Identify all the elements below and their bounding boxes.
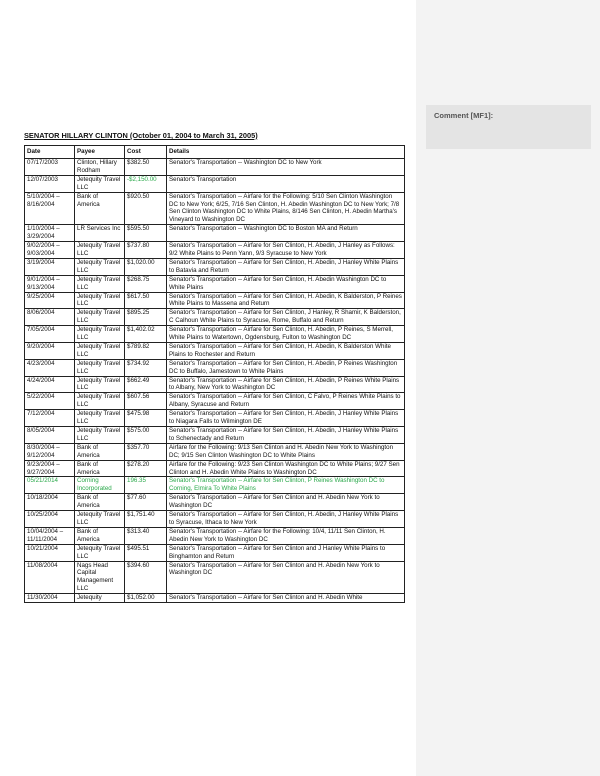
cell-payee: Jetequity Travel LLC bbox=[75, 242, 125, 259]
cell-cost: $662.49 bbox=[125, 376, 167, 393]
cell-date: 4/24/2004 bbox=[25, 376, 75, 393]
cell-details: Senator's Transportation -- Airfare for Sen Clinton and J Hanley White Plains to Binghamton and Return bbox=[167, 544, 405, 561]
table-row bbox=[25, 443, 405, 460]
table-row bbox=[25, 225, 405, 242]
cell-cost: $1,020.00 bbox=[125, 258, 167, 275]
cell-date: 4/23/2004 bbox=[25, 359, 75, 376]
cell-payee: Jetequity Travel LLC bbox=[75, 258, 125, 275]
cell-payee: Jetequity Travel LLC bbox=[75, 511, 125, 528]
table-row bbox=[25, 342, 405, 359]
document-title: SENATOR HILLARY CLINTON (October 01, 2004 to March 31, 2005) bbox=[24, 131, 258, 140]
cell-date: 7/05/2004 bbox=[25, 326, 75, 343]
cell-details: Senator's Transportation -- Airfare for Sen Clinton, H. Abedin, J Hanley White Plains to Batavia and Return bbox=[167, 258, 405, 275]
cell-payee: Bank of America bbox=[75, 192, 125, 225]
cell-cost: -$2,150.00 bbox=[125, 175, 167, 192]
cell-payee: Jetequity bbox=[75, 594, 125, 603]
cell-details: Senator's Transportation -- Airfare for Sen Clinton, H. Abedin, P Reines Washington DC to Buffalo, Jamestown to White Plains bbox=[167, 359, 405, 376]
cell-date: 8/30/2004 – 9/12/2004 bbox=[25, 443, 75, 460]
table-row bbox=[25, 393, 405, 410]
table-row bbox=[25, 175, 405, 192]
comment-box[interactable] bbox=[426, 105, 591, 149]
table-row bbox=[25, 275, 405, 292]
table-row bbox=[25, 460, 405, 477]
cell-cost: $394.60 bbox=[125, 561, 167, 594]
cell-cost: $607.56 bbox=[125, 393, 167, 410]
cell-payee: Jetequity Travel LLC bbox=[75, 376, 125, 393]
cell-payee: Jetequity Travel LLC bbox=[75, 544, 125, 561]
cell-cost: $382.50 bbox=[125, 159, 167, 176]
expense-table bbox=[24, 145, 405, 603]
comment-title: Comment [MF1]: bbox=[434, 111, 494, 120]
table-row bbox=[25, 192, 405, 225]
table-row bbox=[25, 309, 405, 326]
cell-details: Senator's Transportation -- Airfare for Sen Clinton and H. Abedin White bbox=[167, 594, 405, 603]
cell-date: 9/20/2004 bbox=[25, 342, 75, 359]
column-header-cost: Cost bbox=[125, 146, 167, 159]
cell-details: Senator's Transportation -- Airfare for Sen Clinton and H. Abedin New York to Washington DC bbox=[167, 561, 405, 594]
table-row bbox=[25, 159, 405, 176]
cell-details: Senator's Transportation -- Airfare for Sen Clinton, P Reines Washington DC to Corning, Elmira To White Plains bbox=[167, 477, 405, 494]
column-header-date: Date bbox=[25, 146, 75, 159]
cell-date: 07/17/2003 bbox=[25, 159, 75, 176]
cell-details: Senator's Transportation bbox=[167, 175, 405, 192]
cell-details: Airfare for the Following: 9/23 Sen Clinton Washington DC to White Plains; 9/27 Sen Clinton and H. Abedin White Plains to Washington DC bbox=[167, 460, 405, 477]
cell-date: 10/18/2004 bbox=[25, 494, 75, 511]
table-row bbox=[25, 544, 405, 561]
cell-details: Senator's Transportation -- Airfare for Sen Clinton, H. Abedin, K Balderston, P Reines White Plains to Massena and Return bbox=[167, 292, 405, 309]
table-row bbox=[25, 594, 405, 603]
cell-details: Senator's Transportation -- Airfare for Sen Clinton, H. Abedin, P Reines White Plains to Albany, New York to Washington DC bbox=[167, 376, 405, 393]
cell-payee: Bank of America bbox=[75, 443, 125, 460]
cell-details: Senator's Transportation -- Airfare for Sen Clinton, H. Abedin, J Hanley White Plains to Niagara Falls to Wilmington DE bbox=[167, 410, 405, 427]
cell-cost: $268.75 bbox=[125, 275, 167, 292]
cell-date: 12/07/2003 bbox=[25, 175, 75, 192]
cell-details: Senator's Transportation -- Airfare for Sen Clinton, J Hanley, R Shamir, K Balderston, C Calhoun White Plains to Syracuse, Rome, Buffalo and Return bbox=[167, 309, 405, 326]
cell-payee: Nags Head Capital Management LLC bbox=[75, 561, 125, 594]
cell-date: 11/30/2004 bbox=[25, 594, 75, 603]
cell-cost: $895.25 bbox=[125, 309, 167, 326]
table-header-row bbox=[25, 146, 405, 159]
cell-cost: $734.92 bbox=[125, 359, 167, 376]
comment-pane bbox=[416, 0, 600, 776]
table-row bbox=[25, 561, 405, 594]
cell-payee: Jetequity Travel LLC bbox=[75, 292, 125, 309]
cell-details: Senator's Transportation -- Washington DC to New York bbox=[167, 159, 405, 176]
cell-cost: 196.35 bbox=[125, 477, 167, 494]
cell-cost: $495.51 bbox=[125, 544, 167, 561]
cell-details: Senator's Transportation -- Airfare for Sen Clinton, C Falvo, P Reines White Plains to Albany, Syracuse and Return bbox=[167, 393, 405, 410]
cell-cost: $77.60 bbox=[125, 494, 167, 511]
cell-cost: $1,751.40 bbox=[125, 511, 167, 528]
cell-payee: Clinton, Hillary Rodham bbox=[75, 159, 125, 176]
cell-details: Senator's Transportation -- Airfare for Sen Clinton, H. Abedin Washington DC to White Plains bbox=[167, 275, 405, 292]
cell-cost: $789.82 bbox=[125, 342, 167, 359]
cell-payee: Jetequity Travel LLC bbox=[75, 342, 125, 359]
cell-date: 3/19/2004 bbox=[25, 258, 75, 275]
cell-details: Senator's Transportation -- Airfare for Sen Clinton, H. Abedin, J Hanley as Follows: 9/2 White Plains to Penn Yann, 9/3 Syracuse to New York bbox=[167, 242, 405, 259]
cell-payee: Jetequity Travel LLC bbox=[75, 359, 125, 376]
cell-payee: Jetequity Travel LLC bbox=[75, 410, 125, 427]
cell-date: 9/01/2004 – 9/13/2004 bbox=[25, 275, 75, 292]
cell-date: 5/22/2004 bbox=[25, 393, 75, 410]
cell-date: 5/10/2004 – 8/16/2004 bbox=[25, 192, 75, 225]
table-row bbox=[25, 477, 405, 494]
column-header-details: Details bbox=[167, 146, 405, 159]
cell-details: Senator's Transportation -- Airfare for Sen Clinton, H. Abedin, K Balderston White Plains to Rochester and Return bbox=[167, 342, 405, 359]
cell-cost: $313.40 bbox=[125, 527, 167, 544]
cell-date: 1/10/2004 – 3/29/2004 bbox=[25, 225, 75, 242]
cell-details: Senator's Transportation -- Washington DC to Boston MA and Return bbox=[167, 225, 405, 242]
table-row bbox=[25, 376, 405, 393]
cell-payee: Corning Incorporated bbox=[75, 477, 125, 494]
cell-cost: $737.80 bbox=[125, 242, 167, 259]
cell-date: 10/25/2004 bbox=[25, 511, 75, 528]
cell-date: 9/23/2004 – 9/27/2004 bbox=[25, 460, 75, 477]
cell-cost: $1,052.00 bbox=[125, 594, 167, 603]
cell-date: 8/06/2004 bbox=[25, 309, 75, 326]
cell-cost: $278.20 bbox=[125, 460, 167, 477]
table-row bbox=[25, 242, 405, 259]
cell-details: Airfare for the Following: 9/13 Sen Clinton and H. Abedin New York to Washington DC; 9/15 Sen Clinton Washington DC to White Plains bbox=[167, 443, 405, 460]
cell-details: Senator's Transportation -- Airfare for Sen Clinton, H. Abedin, J Hanley White Plains to Syracuse, Ithaca to New York bbox=[167, 511, 405, 528]
cell-date: 9/02/2004 – 9/03/2004 bbox=[25, 242, 75, 259]
cell-date: 11/08/2004 bbox=[25, 561, 75, 594]
cell-date: 05/21/2014 bbox=[25, 477, 75, 494]
cell-date: 10/21/2004 bbox=[25, 544, 75, 561]
cell-payee: Bank of America bbox=[75, 494, 125, 511]
table-row bbox=[25, 326, 405, 343]
table-row bbox=[25, 511, 405, 528]
cell-details: Senator's Transportation -- Airfare for Sen Clinton, H. Abedin, J Hanley White Plains to Schenectady and Return bbox=[167, 427, 405, 444]
cell-cost: $1,402.02 bbox=[125, 326, 167, 343]
cell-details: Senator's Transportation -- Airfare for Sen Clinton and H. Abedin New York to Washington DC bbox=[167, 494, 405, 511]
cell-details: Senator's Transportation -- Airfare for Sen Clinton, H. Abedin, P Reines, S Merrell, White Plains to Watertown, Ogdensburg, Fulton to Washington DC bbox=[167, 326, 405, 343]
table-row bbox=[25, 258, 405, 275]
cell-cost: $575.00 bbox=[125, 427, 167, 444]
cell-cost: $595.50 bbox=[125, 225, 167, 242]
cell-payee: Jetequity Travel LLC bbox=[75, 175, 125, 192]
table-row bbox=[25, 494, 405, 511]
cell-payee: Jetequity Travel LLC bbox=[75, 427, 125, 444]
cell-payee: Jetequity Travel LLC bbox=[75, 309, 125, 326]
table-row bbox=[25, 527, 405, 544]
cell-cost: $920.50 bbox=[125, 192, 167, 225]
cell-payee: Bank of America bbox=[75, 460, 125, 477]
cell-cost: $475.98 bbox=[125, 410, 167, 427]
table-body bbox=[25, 159, 405, 603]
column-header-payee: Payee bbox=[75, 146, 125, 159]
cell-payee: Bank of America bbox=[75, 527, 125, 544]
table-row bbox=[25, 427, 405, 444]
cell-date: 7/12/2004 bbox=[25, 410, 75, 427]
cell-payee: LR Services Inc bbox=[75, 225, 125, 242]
cell-details: Senator's Transportation -- Airfare for the Following: 10/4, 11/11 Sen Clinton, H. Abedin New York to Washington DC bbox=[167, 527, 405, 544]
table-row bbox=[25, 359, 405, 376]
table-row bbox=[25, 410, 405, 427]
cell-details: Senator's Transportation -- Airfare for the Following: 5/10 Sen Clinton Washington DC to New York; 6/25, 7/16 Sen Clinton, H. Abedin Washington DC to New York; 7/8 Sen Clinton Washington DC to White Plains, 8/146 Sen Clinton, H. Abedin Martha's Vineyard to Washington DC bbox=[167, 192, 405, 225]
table-row bbox=[25, 292, 405, 309]
cell-payee: Jetequity Travel LLC bbox=[75, 393, 125, 410]
cell-cost: $617.50 bbox=[125, 292, 167, 309]
cell-date: 9/25/2004 bbox=[25, 292, 75, 309]
cell-date: 10/04/2004 – 11/11/2004 bbox=[25, 527, 75, 544]
cell-payee: Jetequity Travel LLC bbox=[75, 275, 125, 292]
cell-date: 8/05/2004 bbox=[25, 427, 75, 444]
cell-cost: $357.70 bbox=[125, 443, 167, 460]
cell-payee: Jetequity Travel LLC bbox=[75, 326, 125, 343]
